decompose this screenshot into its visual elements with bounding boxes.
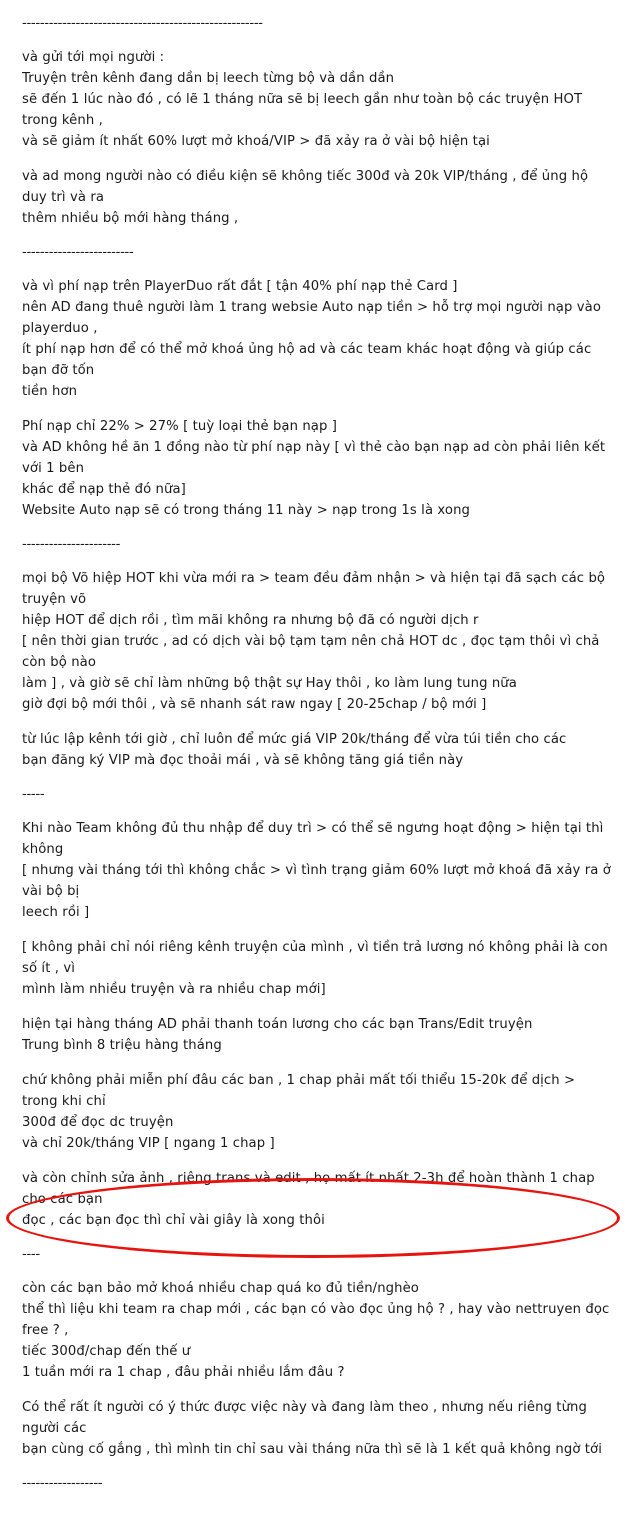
text-line: Có thể rất ít người có ý thức được việc này và đang làm theo , nhưng nếu riêng từng người các xyxy=(22,1400,592,1436)
separator-text: ------------------------- xyxy=(22,245,134,260)
text-line: và còn chỉnh sửa ảnh , riêng trans và edit , họ mất ít nhất 2-3h để hoàn thành 1 chap cho các bạn xyxy=(22,1171,600,1207)
text-line: tiền hơn xyxy=(22,384,78,399)
text-line: và gửi tới mọi người : xyxy=(22,50,165,65)
text-line: [ không phải chỉ nói riêng kênh truyện của mình , vì tiền trả lương nó không phải là con số ít , vì xyxy=(22,940,613,976)
text-line: hiệp HOT để dịch rồi , tìm mãi không ra nhưng bộ đã có người dịch r xyxy=(22,613,479,628)
separator-text: ------------------------------------------------------ xyxy=(22,16,263,31)
text-line: thể thì liệu khi team ra chap mới , các bạn có vào đọc ủng hộ ? , hay vào nettruyen đọc free ? , xyxy=(22,1302,614,1338)
paragraph xyxy=(22,937,612,1000)
text-line: chứ không phải miễn phí đâu các ban , 1 chap phải mất tối thiểu 15-20k để dịch > trong khi chỉ xyxy=(22,1073,580,1109)
text-line: Phí nạp chỉ 22% > 27% [ tuỳ loại thẻ bạn nạp ] xyxy=(22,419,337,434)
separator-line xyxy=(22,14,612,33)
paragraph xyxy=(22,568,612,715)
separator-line xyxy=(22,1245,612,1264)
text-line: Website Auto nạp sẽ có trong tháng 11 này > nạp trong 1s là xong xyxy=(22,503,471,518)
separator-line xyxy=(22,785,612,804)
paragraph xyxy=(22,818,616,923)
paragraph xyxy=(22,47,612,152)
paragraph xyxy=(22,729,612,771)
paragraph xyxy=(22,416,612,521)
text-line: ít phí nạp hơn để có thể mở khoá ủng hộ ad và các team khác hoạt động và giúp các bạn đỡ tốn xyxy=(22,342,596,378)
separator-text: ----- xyxy=(22,787,45,802)
text-line: giờ đợi bộ mới thôi , và sẽ nhanh sát raw ngay [ 20-25chap / bộ mới ] xyxy=(22,697,487,712)
paragraph xyxy=(22,276,612,402)
separator-text: ---------------------- xyxy=(22,537,121,552)
text-line: đọc , các bạn đọc thì chỉ vài giây là xong thôi xyxy=(22,1213,325,1228)
text-line: thêm nhiều bộ mới hàng tháng , xyxy=(22,211,239,226)
highlighted-paragraph xyxy=(22,1397,612,1460)
text-line: mình làm nhiều truyện và ra nhiều chap mới] xyxy=(22,982,326,997)
text-line: và chỉ 20k/tháng VIP [ ngang 1 chap ] xyxy=(22,1136,275,1151)
paragraph xyxy=(22,166,612,229)
text-line: Khi nào Team không đủ thu nhập để duy trì > có thể sẽ ngưng hoạt động > hiện tại thì không xyxy=(22,821,608,857)
text-line: từ lúc lập kênh tới giờ , chỉ luôn để mức giá VIP 20k/tháng để vừa túi tiền cho các xyxy=(22,732,567,747)
text-line: hiện tại hàng tháng AD phải thanh toán lương cho các bạn Trans/Edit truyện xyxy=(22,1017,533,1032)
text-line: Trung bình 8 triệu hàng tháng xyxy=(22,1038,222,1053)
separator-line xyxy=(22,243,612,262)
text-line: và vì phí nạp trên PlayerDuo rất đắt [ tận 40% phí nạp thẻ Card ] xyxy=(22,279,458,294)
text-line: 1 tuần mới ra 1 chap , đâu phải nhiều lắm đâu ? xyxy=(22,1365,345,1380)
text-line: sẽ đến 1 lúc nào đó , có lẽ 1 tháng nữa sẽ bị leech gần như toàn bộ các truyện HOT trong kênh , xyxy=(22,92,587,128)
text-line: [ nhưng vài tháng tới thì không chắc > vì tình trạng giảm 60% lượt mở khoá đã xảy ra ở vài bộ bị xyxy=(22,863,616,899)
text-line: còn các bạn bảo mở khoá nhiều chap quá ko đủ tiền/nghèo xyxy=(22,1281,419,1296)
separator-text: ---- xyxy=(22,1247,40,1262)
paragraph xyxy=(22,1014,612,1056)
text-line: [ nên thời gian trước , ad có dịch vài bộ tạm tạm nên chả HOT dc , đọc tạm thôi vì chả còn bộ nào xyxy=(22,634,604,670)
text-line: khác để nạp thẻ đó nữa] xyxy=(22,482,186,497)
text-line: leech rồi ] xyxy=(22,905,90,920)
text-line: tiếc 300đ/chap đến thế ư xyxy=(22,1344,191,1359)
separator-line xyxy=(22,1474,612,1493)
text-line: bạn đăng ký VIP mà đọc thoải mái , và sẽ không tăng giá tiền này xyxy=(22,753,464,768)
paragraph xyxy=(22,1278,612,1383)
text-line: làm ] , và giờ sẽ chỉ làm những bộ thật sự Hay thôi , ko làm lung tung nữa xyxy=(22,676,517,691)
text-line: Truyện trên kênh đang dần bị leech từng bộ và dần dần xyxy=(22,71,395,86)
separator-text: ------------------ xyxy=(22,1476,103,1491)
text-line: bạn cùng cố gắng , thì mình tin chỉ sau vài tháng nữa thì sẽ là 1 kết quả không ngờ tới xyxy=(22,1442,602,1457)
separator-line xyxy=(22,535,612,554)
paragraph xyxy=(22,1168,612,1231)
text-line: và sẽ giảm ít nhất 60% lượt mở khoá/VIP > đã xảy ra ở vài bộ hiện tại xyxy=(22,134,490,149)
paragraph xyxy=(22,1070,612,1154)
text-line: nên AD đang thuê người làm 1 trang websie Auto nạp tiền > hỗ trợ mọi người nạp vào playerduo , xyxy=(22,300,606,336)
text-line: mọi bộ Võ hiệp HOT khi vừa mới ra > team đều đảm nhận > và hiện tại đã sạch các bộ truyện võ xyxy=(22,571,610,607)
text-line: và ad mong người nào có điều kiện sẽ không tiếc 300đ và 20k VIP/tháng , để ủng hộ duy trì và ra xyxy=(22,169,593,205)
text-line: và AD không hề ăn 1 đồng nào từ phí nạp này [ vì thẻ cào bạn nạp ad còn phải liên kết với 1 bên xyxy=(22,440,610,476)
text-line: 300đ để đọc dc truyện xyxy=(22,1115,174,1130)
